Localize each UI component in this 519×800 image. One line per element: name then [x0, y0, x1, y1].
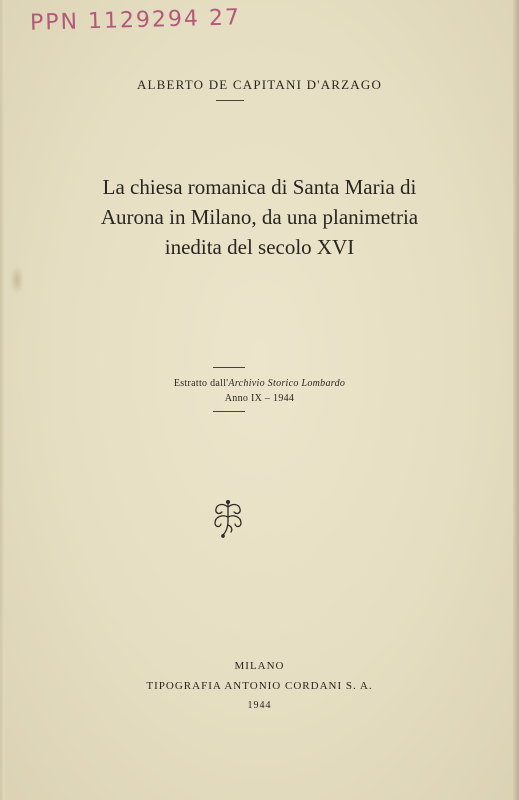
divider-rule [213, 367, 245, 368]
title-line: La chiesa romanica di Santa Maria di [102, 175, 417, 199]
paper-stain [10, 265, 24, 295]
author-name: ALBERTO DE CAPITANI D'ARZAGO [136, 77, 383, 92]
publication-year: 1944 [247, 700, 272, 711]
extract-year: Anno IX – 1944 [224, 393, 295, 404]
extract-source [0, 376, 519, 391]
divider-rule [213, 411, 245, 412]
title-line: inedita del secolo XVI [164, 235, 355, 259]
extract-prefix: Estratto dall' [173, 378, 229, 389]
journal-name: Archivio Storico Lombardo [228, 378, 346, 389]
publisher-city: MILANO [234, 660, 285, 672]
extract-note [0, 376, 519, 406]
title-line: Aurona in Milano, da una planimetria [100, 205, 419, 229]
book-title [0, 172, 519, 262]
imprint [0, 656, 519, 716]
divider-rule [216, 100, 244, 101]
handwritten-catalog-number: PPN 1129294 27 [29, 5, 242, 36]
publisher-name: TIPOGRAFIA ANTONIO CORDANI S. A. [146, 680, 373, 692]
fleuron-ornament-icon [209, 499, 247, 539]
